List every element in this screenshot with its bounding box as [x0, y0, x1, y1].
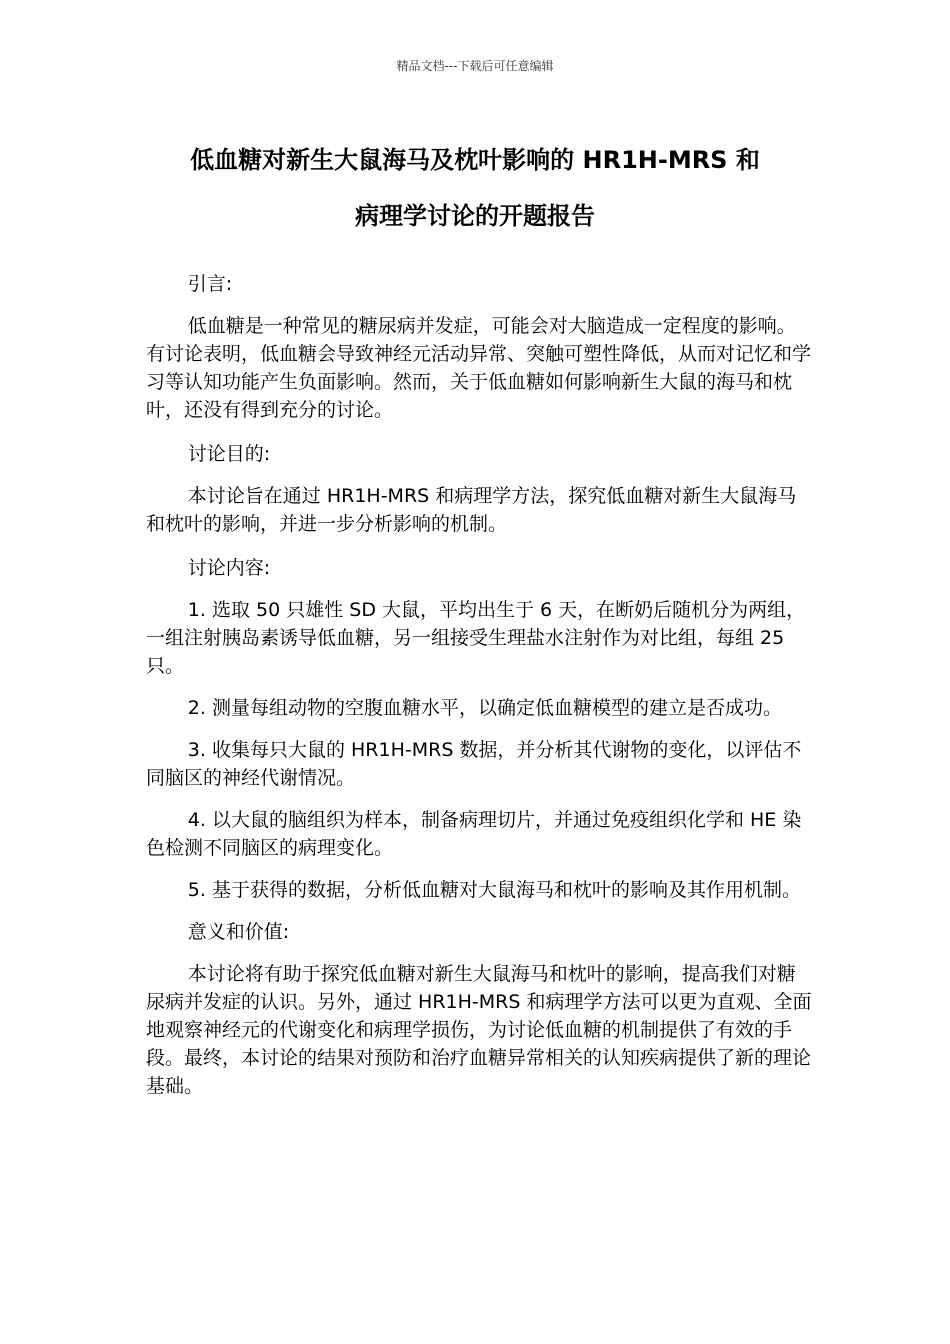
- section-heading-content: 讨论内容:: [187, 557, 271, 579]
- title-line-1: 低血糖对新生大鼠海马及枕叶影响的 HR1H-MRS 和: [190, 146, 760, 174]
- paragraph-significance: 本讨论将有助于探究低血糖对新生大鼠海马和枕叶的影响，提高我们对糖尿病并发症的认识。另外，通过 HR1H-MRS 和病理学方法可以更为直观、全面地观察神经元的代谢变化和病理学损伤，为讨论低血糖的机制提供了有效的手段。最终，本讨论的结果对预防和治疗血糖异常相关的认知疾病提供了新的理论基础。: [146, 963, 812, 1097]
- list-item: 4. 以大鼠的脑组织为样本，制备病理切片，并通过免疫组织化学和 HE 染色检测不同脑区的病理变化。: [146, 809, 802, 859]
- header-note: 精品文档---下载后可任意编辑: [396, 59, 554, 73]
- title-line-2: 病理学讨论的开题报告: [355, 202, 595, 230]
- section-heading-purpose: 讨论目的:: [187, 443, 271, 465]
- list-item: 2. 测量每组动物的空腹血糖水平，以确定低血糖模型的建立是否成功。: [187, 697, 782, 719]
- list-item: 3. 收集每只大鼠的 HR1H-MRS 数据，并分析其代谢物的变化，以评估不同脑区的神经代谢情况。: [146, 739, 802, 789]
- paragraph-purpose: 本讨论旨在通过 HR1H-MRS 和病理学方法，探究低血糖对新生大鼠海马和枕叶的影响，并进一步分析影响的机制。: [146, 485, 797, 535]
- document-title: [120, 132, 830, 244]
- list-item: 5. 基于获得的数据，分析低血糖对大鼠海马和枕叶的影响及其作用机制。: [187, 879, 801, 901]
- list-item: 1. 选取 50 只雄性 SD 大鼠，平均出生于 6 天，在断奶后随机分为两组，一组注射胰岛素诱导低血糖，另一组接受生理盐水注射作为对比组，每组 25 只。: [146, 599, 806, 677]
- section-heading-intro: 引言:: [187, 273, 233, 295]
- document-body: [146, 270, 812, 1116]
- paragraph-intro: 低血糖是一种常见的糖尿病并发症，可能会对大脑造成一定程度的影响。有讨论表明，低血糖会导致神经元活动异常、突触可塑性降低，从而对记忆和学习等认知功能产生负面影响。然而，关于低血糖如何影响新生大鼠的海马和枕叶，还没有得到充分的讨论。: [146, 315, 812, 421]
- section-heading-significance: 意义和价值:: [187, 921, 290, 943]
